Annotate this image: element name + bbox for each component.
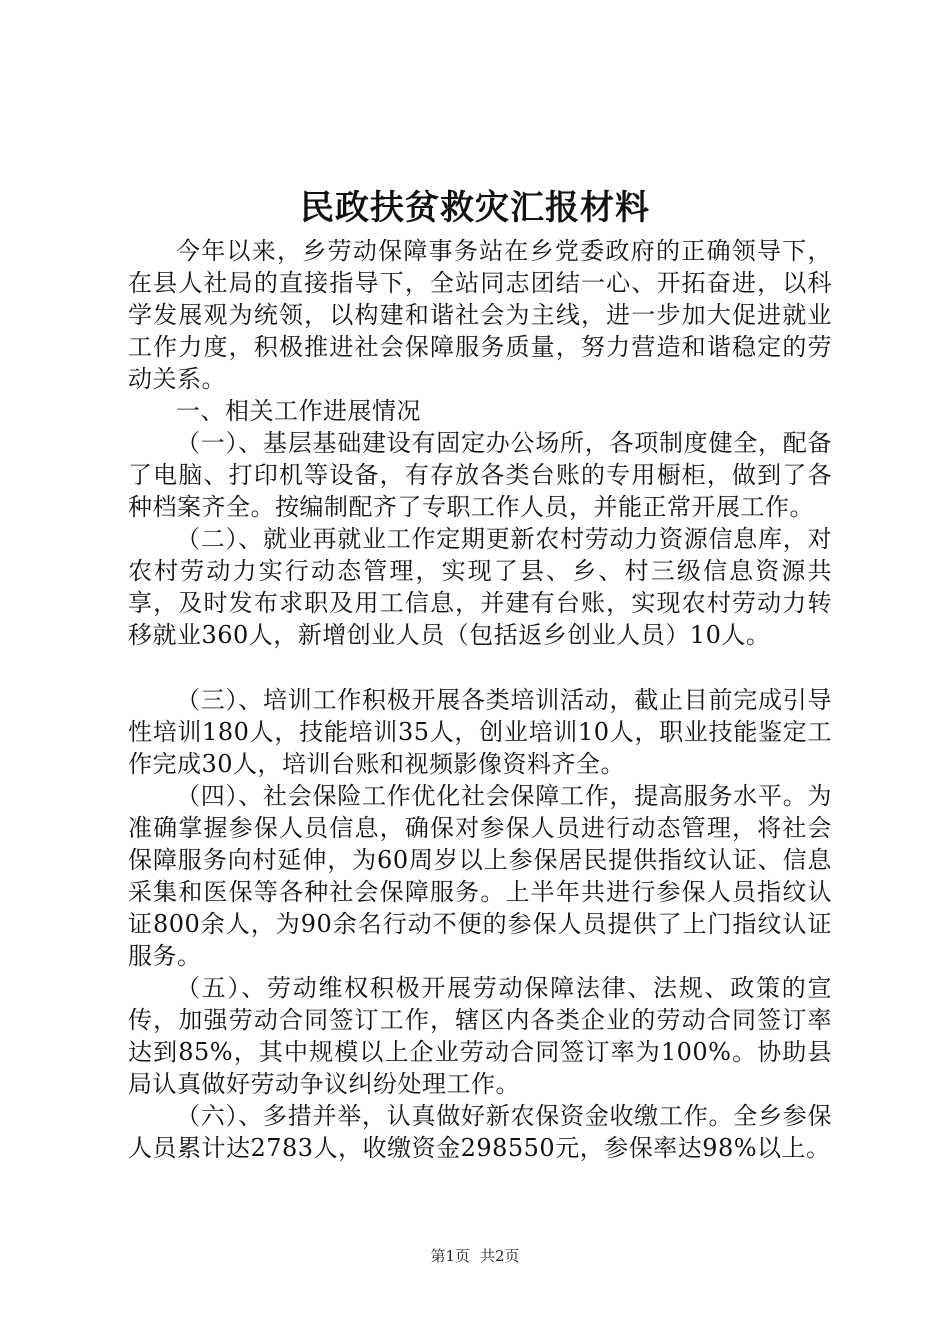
paragraph-social-insurance: （四）、社会保险工作优化社会保障工作，提高服务水平。为准确掌握参保人员信息，确保对参保人员进行动态管理，将社会保障服务向村延伸，为60周岁以上参保居民提供指纹认证、信息采集和医保等各种社会保障服务。上半年共进行参保人员指纹认证800余人，为90余名行动不便的参保人员提供了上门指纹认证服务。 (128, 782, 832, 970)
section-heading: 一、相关工作进展情况 (176, 397, 421, 425)
paragraph-training: （三）、培训工作积极开展各类培训活动，截止目前完成引导性培训180人，技能培训35人，创业培训10人，职业技能鉴定工作完成30人，培训台账和视频影像资料齐全。 (128, 686, 832, 778)
paragraph-pension-collection: （六）、多措并举，认真做好新农保资金收缴工作。全乡参保人员累计达2783人，收缴资金298550元，参保率达98%以上。 (128, 1102, 832, 1162)
document-title: 民政扶贫救灾汇报材料 (300, 188, 650, 228)
paragraph-employment: （二）、就业再就业工作定期更新农村劳动力资源信息库，对农村劳动力实行动态管理，实现了县、乡、村三级信息资源共享，及时发布求职及用工信息，并建有台账，实现农村劳动力转移就业360人，新增创业人员（包括返乡创业人员）10人。 (128, 525, 832, 649)
page-footer (0, 1246, 950, 1266)
document-body (128, 235, 832, 1164)
paragraph-infrastructure: （一）、基层基础建设有固定办公场所，各项制度健全，配备了电脑、打印机等设备，有存放各类台账的专用橱柜，做到了各种档案齐全。按编制配齐了专职工作人员，并能正常开展工作。 (128, 429, 832, 521)
paragraph-labor-rights: （五）、劳动维权积极开展劳动保障法律、法规、政策的宣传，加强劳动合同签订工作，辖区内各类企业的劳动合同签订率达到85%，其中规模以上企业劳动合同签订率为100%。协助县局认真做好劳动争议纠纷处理工作。 (128, 974, 832, 1098)
intro-paragraph: 今年以来，乡劳动保障事务站在乡党委政府的正确领导下，在县人社局的直接指导下，全站同志团结一心、开拓奋进，以科学发展观为统领，以构建和谐社会为主线，进一步加大促进就业工作力度，积极推进社会保障服务质量，努力营造和谐稳定的劳动关系。 (128, 237, 832, 393)
page-total: 共2页 (480, 1247, 520, 1265)
page-number: 第1页 (430, 1247, 470, 1265)
